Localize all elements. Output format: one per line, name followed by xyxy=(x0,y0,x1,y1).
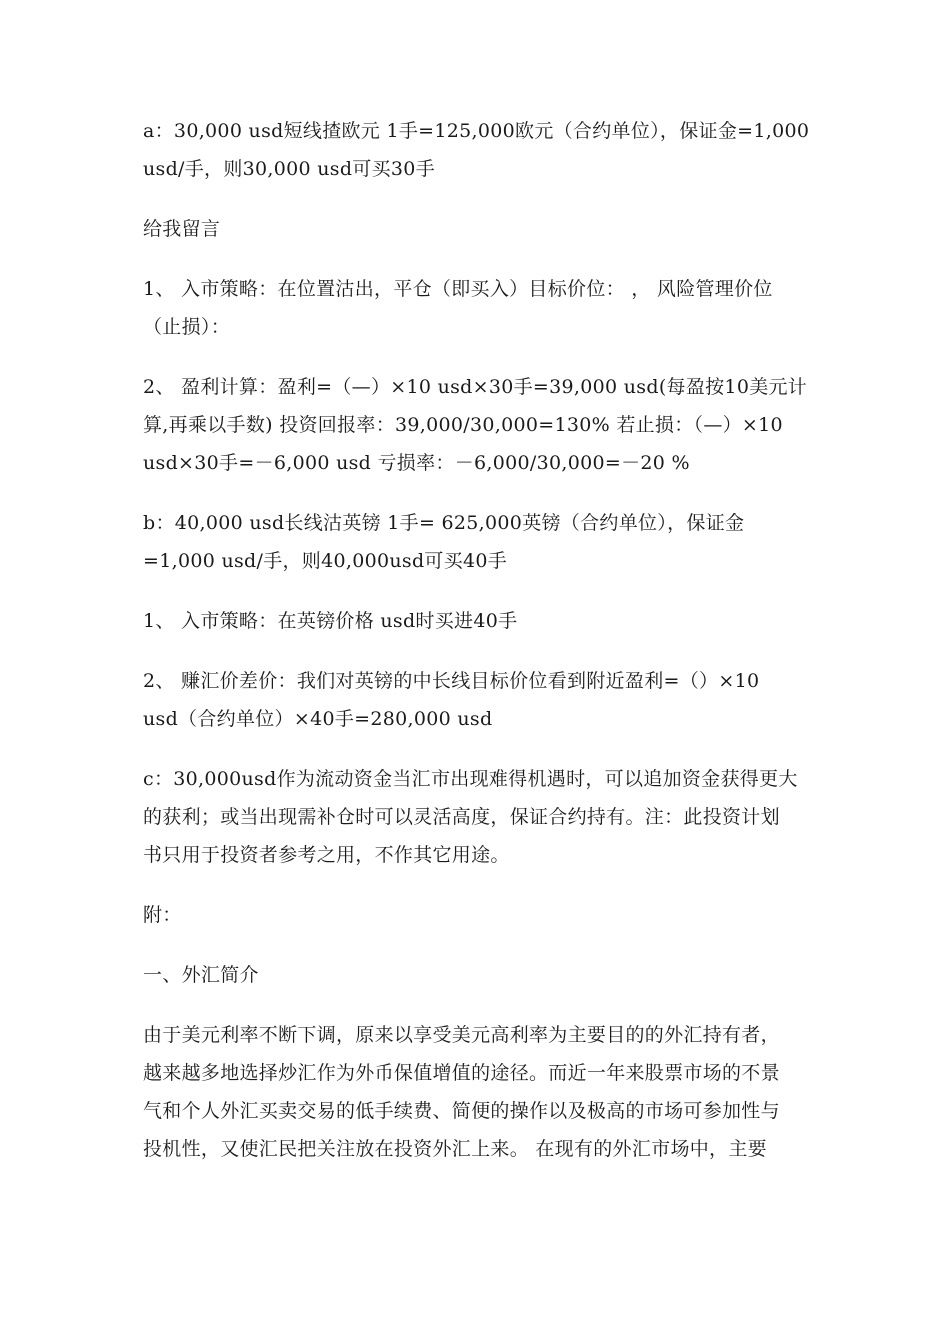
text-line: 一、外汇简介 xyxy=(143,964,259,986)
text-line: 越来越多地选择炒汇作为外币保值增值的途径。而近一年来股票市场的不景 xyxy=(143,1062,780,1084)
paragraph-appendix-label xyxy=(143,896,813,934)
paragraph-profit-calculation xyxy=(143,368,813,482)
text-line: usd/手，则30,000 usd可买30手 xyxy=(143,158,435,180)
text-line: 的获利；或当出现需补仓时可以灵活高度，保证合约持有。注：此投资计划 xyxy=(143,806,780,828)
text-line: 附： xyxy=(143,904,182,926)
text-line: 给我留言 xyxy=(143,218,221,240)
paragraph-a-contract xyxy=(143,112,813,188)
paragraph-leave-message xyxy=(143,210,813,248)
paragraph-forex-intro-body xyxy=(143,1016,813,1168)
paragraph-c-liquidity xyxy=(143,760,813,874)
text-line: usd（合约单位）×40手=280,000 usd xyxy=(143,708,493,730)
text-line: 书只用于投资者参考之用，不作其它用途。 xyxy=(143,844,510,866)
paragraph-entry-strategy-2 xyxy=(143,602,813,640)
text-line: 1、 入市策略：在英镑价格 usd时买进40手 xyxy=(143,610,518,632)
paragraph-spread-profit xyxy=(143,662,813,738)
text-line: 算,再乘以手数) 投资回报率：39,000/30,000=130% 若止损：（—）×10 xyxy=(143,414,783,436)
text-line: 投机性，又使汇民把关注放在投资外汇上来。 在现有的外汇市场中，主要 xyxy=(143,1138,767,1160)
document-body xyxy=(143,112,813,1190)
text-line: （止损）： xyxy=(143,316,231,338)
text-line: =1,000 usd/手，则40,000usd可买40手 xyxy=(143,550,508,572)
text-line: a：30,000 usd短线揸欧元 1手=125,000欧元（合约单位），保证金=1,000 xyxy=(143,120,810,142)
text-line: c：30,000usd作为流动资金当汇市出现难得机遇时，可以追加资金获得更大 xyxy=(143,768,798,790)
text-line: b：40,000 usd长线沽英镑 1手= 625,000英镑（合约单位），保证金 xyxy=(143,512,745,534)
text-line: 2、 盈利计算：盈利=（—）×10 usd×30手=39,000 usd(每盈按10美元计 xyxy=(143,376,808,398)
paragraph-entry-strategy-1 xyxy=(143,270,813,346)
text-line: 2、 赚汇价差价：我们对英镑的中长线目标价位看到附近盈利=（）×10 xyxy=(143,670,760,692)
text-line: 由于美元利率不断下调，原来以享受美元高利率为主要目的的外汇持有者， xyxy=(143,1024,780,1046)
paragraph-b-contract xyxy=(143,504,813,580)
section-heading-forex-intro xyxy=(143,956,813,994)
text-line: 气和个人外汇买卖交易的低手续费、简便的操作以及极高的市场可参加性与 xyxy=(143,1100,780,1122)
text-line: usd×30手=－6,000 usd 亏损率：－6,000/30,000=－20 % xyxy=(143,452,690,474)
text-line: 1、 入市策略：在位置沽出，平仓（即买入）目标价位： ， 风险管理价位 xyxy=(143,278,773,300)
